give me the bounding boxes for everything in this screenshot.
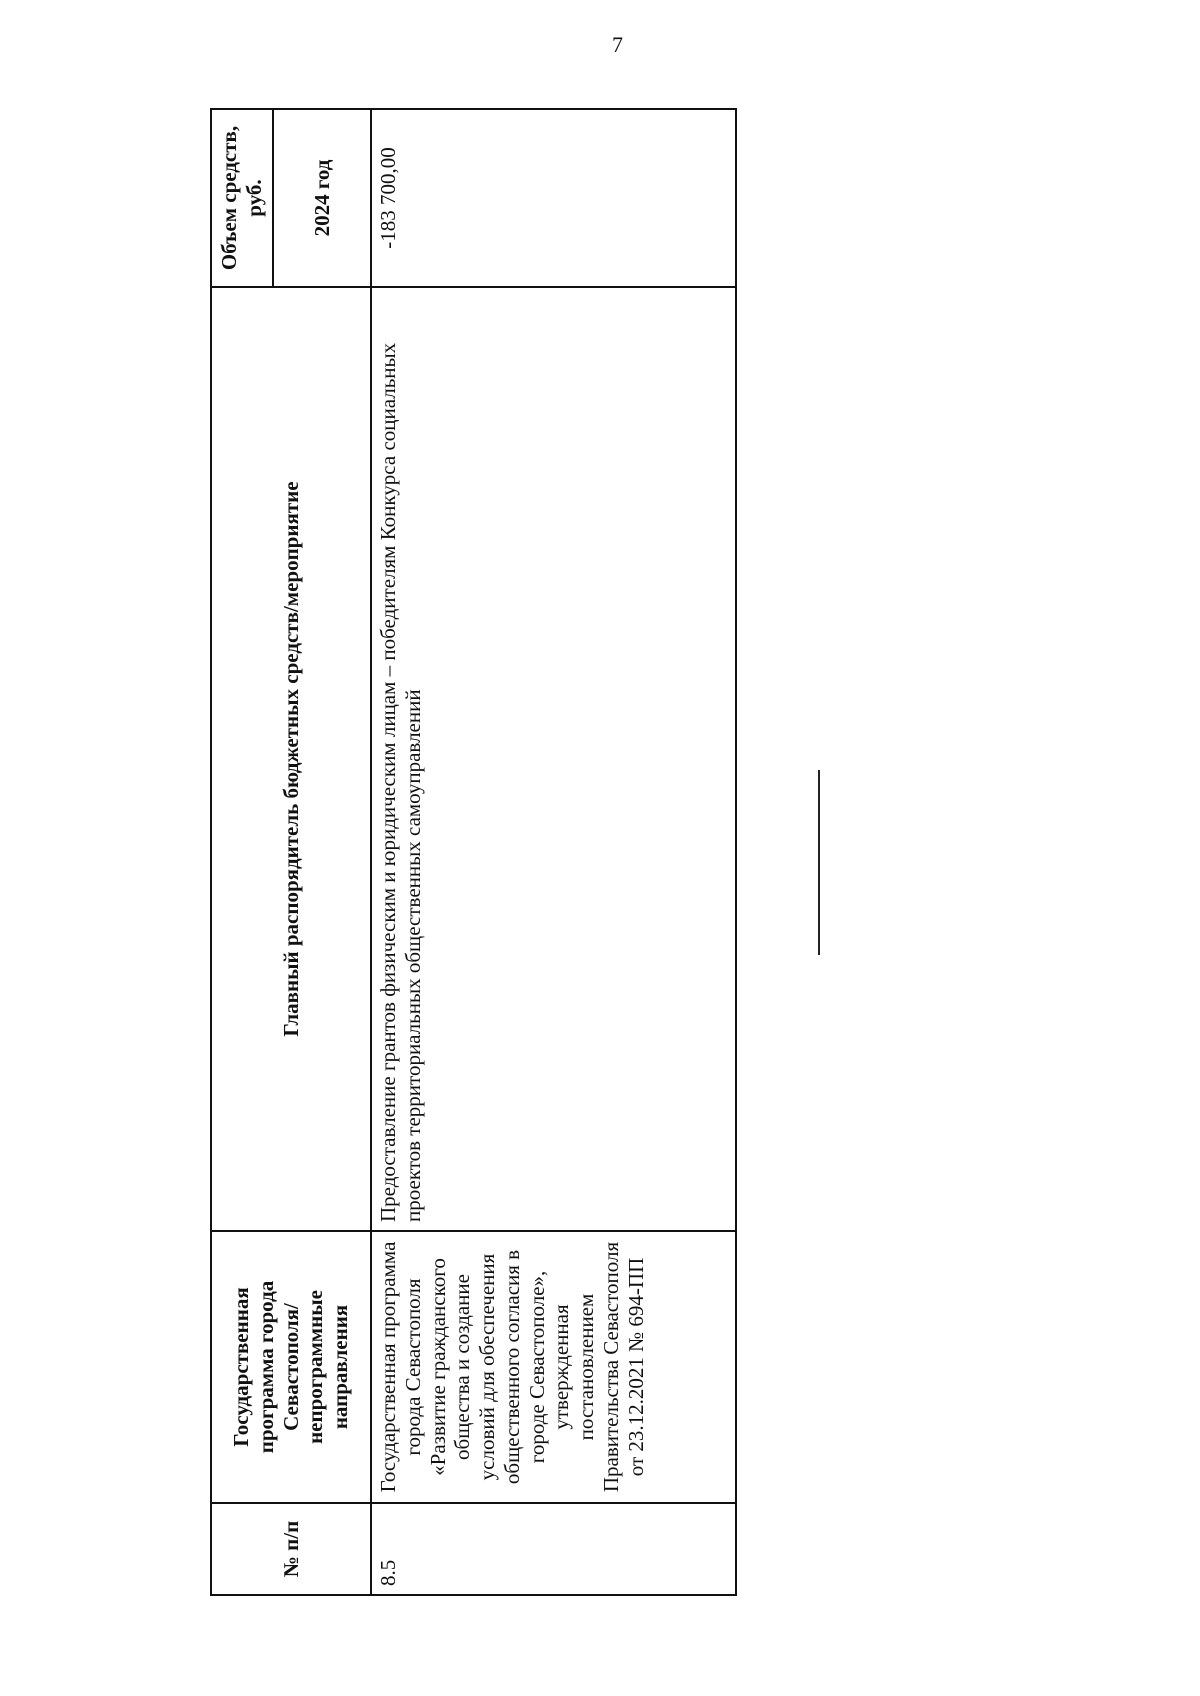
row-description: Предоставление грантов физическим и юридическим лицам – победителям Конкурса социальных проектов территориальных общественных самоуправлений <box>371 287 736 1231</box>
page-number: 7 <box>612 32 623 57</box>
row-number: 8.5 <box>371 1503 736 1595</box>
header-amount: Объем средств, руб. <box>211 109 273 287</box>
row-program: Государственная программа города Севастополя «Развитие гражданского общества и создание условий для обеспечения общественного согласия в городе Севастополе», утвержденная постановлением Правительства Севастополя от 23.12.2021 № 694-ПП <box>371 1231 736 1503</box>
separator-line <box>818 770 820 955</box>
header-year: 2024 год <box>273 109 371 287</box>
header-description: Главный распорядитель бюджетных средств/мероприятие <box>211 287 371 1231</box>
rotated-table-container <box>210 110 737 1596</box>
header-program: Государственная программа города Севастополя/ непрограммные направления <box>211 1231 371 1503</box>
row-amount: -183 700,00 <box>371 109 736 287</box>
budget-table <box>210 108 737 1596</box>
header-num: № п/п <box>211 1503 371 1595</box>
table-row <box>371 109 736 1595</box>
